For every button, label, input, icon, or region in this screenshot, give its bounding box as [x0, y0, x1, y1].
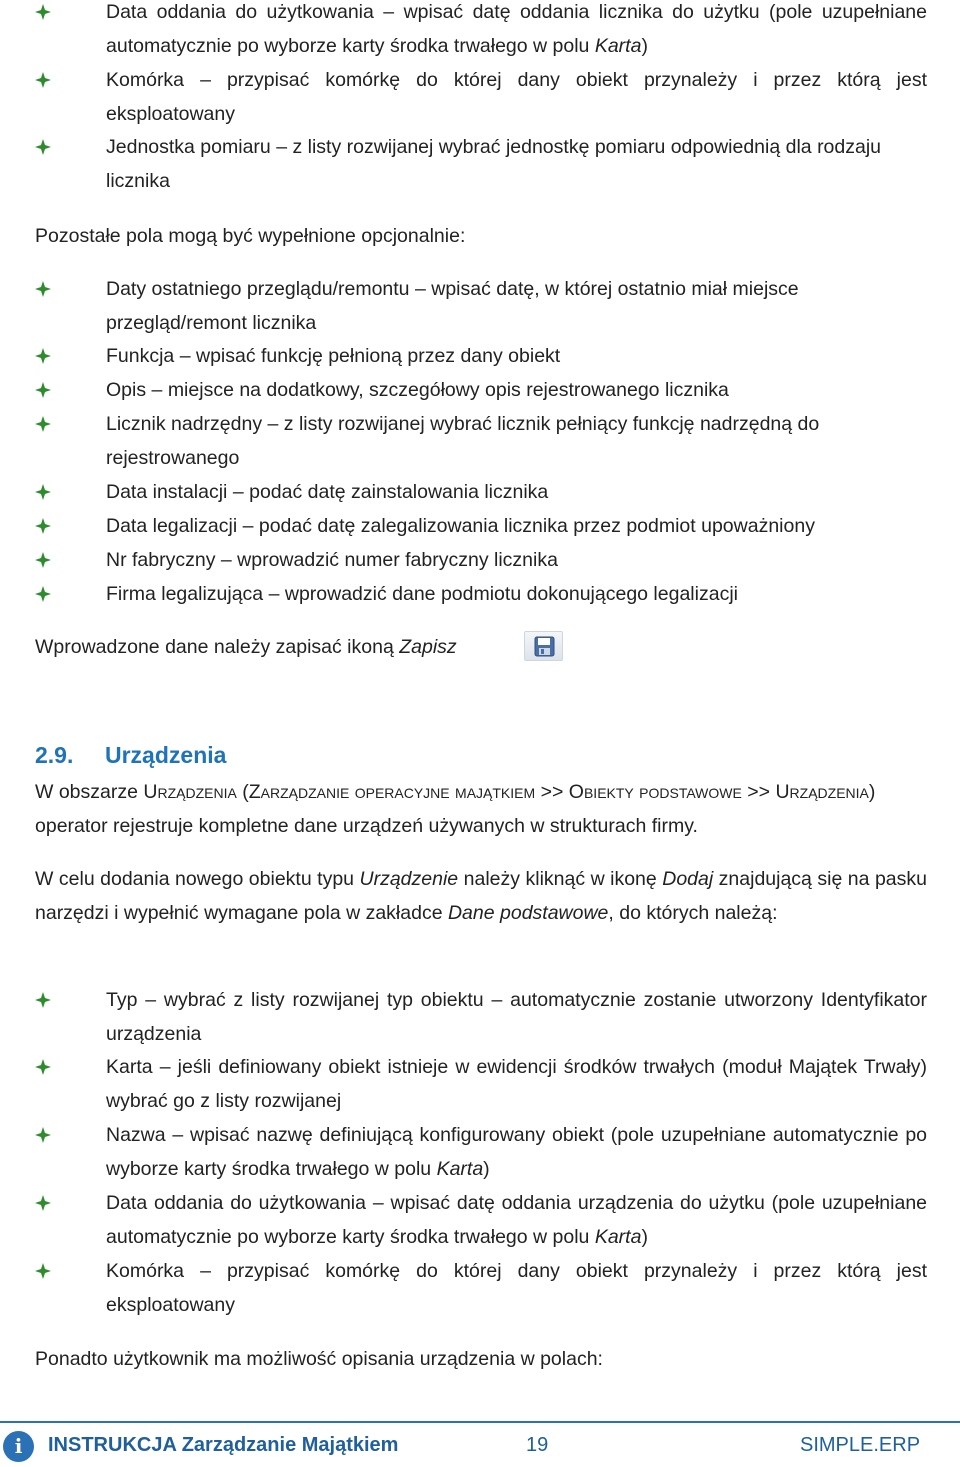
area-paragraph: W obszarze Urządzenia (Zarządzanie operacyjne majątkiem >> Obiekty podstawowe >> Urządzenia) operator rejestruje kompletne dane urządzeń używanych w strukturach firmy.	[35, 781, 876, 837]
diamond-bullet-icon	[35, 339, 59, 373]
diamond-bullet-icon	[35, 373, 59, 407]
list-item-text: Karta – jeśli definiowany obiekt istnieje w ewidencji środków trwałych (moduł Majątek Trwały) wybrać go z listy rozwijanej	[106, 1056, 927, 1112]
footer-title: INSTRUKCJA Zarządzanie Majątkiem	[48, 1434, 399, 1456]
diamond-bullet-icon	[35, 407, 59, 441]
list-item-text: Data instalacji – podać datę zainstalowania licznika	[106, 481, 549, 503]
diamond-bullet-icon	[35, 983, 59, 1017]
footer-divider	[0, 1421, 960, 1423]
add-paragraph: W celu dodania nowego obiektu typu Urządzenie należy kliknąć w ikonę Dodaj znajdującą się na pasku narzędzi i wypełnić wymagane pola w zakładce Dane podstawowe, do których należą:	[35, 868, 927, 924]
list-item-text: Typ – wybrać z listy rozwijanej typ obiektu – automatycznie zostanie utworzony Identyfikator urządzenia	[106, 989, 927, 1045]
diamond-bullet-icon	[35, 0, 59, 29]
diamond-bullet-icon	[35, 130, 59, 164]
list-item-text: Nazwa – wpisać nazwę definiującą konfigurowany obiekt (pole uzupełniane automatycznie po wyborze karty środka trwałego w polu Karta)	[106, 1124, 928, 1180]
diamond-bullet-icon	[35, 1050, 59, 1084]
list-item-text: Data oddania do użytkowania – wpisać datę oddania licznika do użytku (pole uzupełniane automatycznie po wyborze karty środka trwałego w polu Karta)	[106, 1, 927, 57]
list-item-text: Daty ostatniego przeglądu/remontu – wpisać datę, w której ostatnio miał miejsce przegląd/remont licznika	[106, 278, 799, 334]
diamond-bullet-icon	[35, 577, 59, 611]
list-item-text: Funkcja – wpisać funkcję pełnioną przez dany obiekt	[106, 345, 561, 367]
optional-intro: Pozostałe pola mogą być wypełnione opcjonalnie:	[35, 225, 466, 247]
page-number: 19	[526, 1434, 549, 1456]
footer-brand: SIMPLE.ERP	[800, 1434, 921, 1456]
diamond-bullet-icon	[35, 543, 59, 577]
diamond-bullet-icon	[35, 1186, 59, 1220]
list-item-text: Firma legalizująca – wprowadzić dane podmiotu dokonującego legalizacji	[106, 583, 738, 605]
save-instruction: Wprowadzone dane należy zapisać ikoną Zapisz	[35, 636, 457, 658]
list-item-text: Data oddania do użytkowania – wpisać datę oddania urządzenia do użytku (pole uzupełniane automatycznie po wyborze karty środka trwałego w polu Karta)	[106, 1192, 928, 1248]
section-heading: 2.9. Urządzenia	[35, 742, 227, 768]
floppy-disk-icon	[524, 631, 563, 661]
list-item-text: Komórka – przypisać komórkę do której dany obiekt przynależy i przez którą jest eksploatowany	[106, 69, 927, 125]
page-footer	[0, 1428, 960, 1467]
diamond-bullet-icon	[35, 509, 59, 543]
closing-paragraph: Ponadto użytkownik ma możliwość opisania urządzenia w polach:	[35, 1348, 603, 1370]
diamond-bullet-icon	[35, 475, 59, 509]
diamond-bullet-icon	[35, 1118, 59, 1152]
diamond-bullet-icon	[35, 63, 59, 97]
list-item-text: Data legalizacji – podać datę zalegalizowania licznika przez podmiot upoważniony	[106, 515, 815, 537]
list-item-text: Opis – miejsce na dodatkowy, szczegółowy opis rejestrowanego licznika	[106, 379, 729, 401]
list-item-text: Nr fabryczny – wprowadzić numer fabryczny licznika	[106, 549, 558, 571]
diamond-bullet-icon	[35, 1254, 59, 1288]
list-item-text: Komórka – przypisać komórkę do której dany obiekt przynależy i przez którą jest eksploatowany	[106, 1260, 927, 1316]
list-item-text: Licznik nadrzędny – z listy rozwijanej wybrać licznik pełniący funkcję nadrzędną do rejestrowanego	[106, 413, 820, 469]
list-item-text: Jednostka pomiaru – z listy rozwijanej wybrać jednostkę pomiaru odpowiednią dla rodzaju licznika	[106, 136, 882, 192]
info-icon: i	[3, 1431, 34, 1462]
diamond-bullet-icon	[35, 272, 59, 306]
